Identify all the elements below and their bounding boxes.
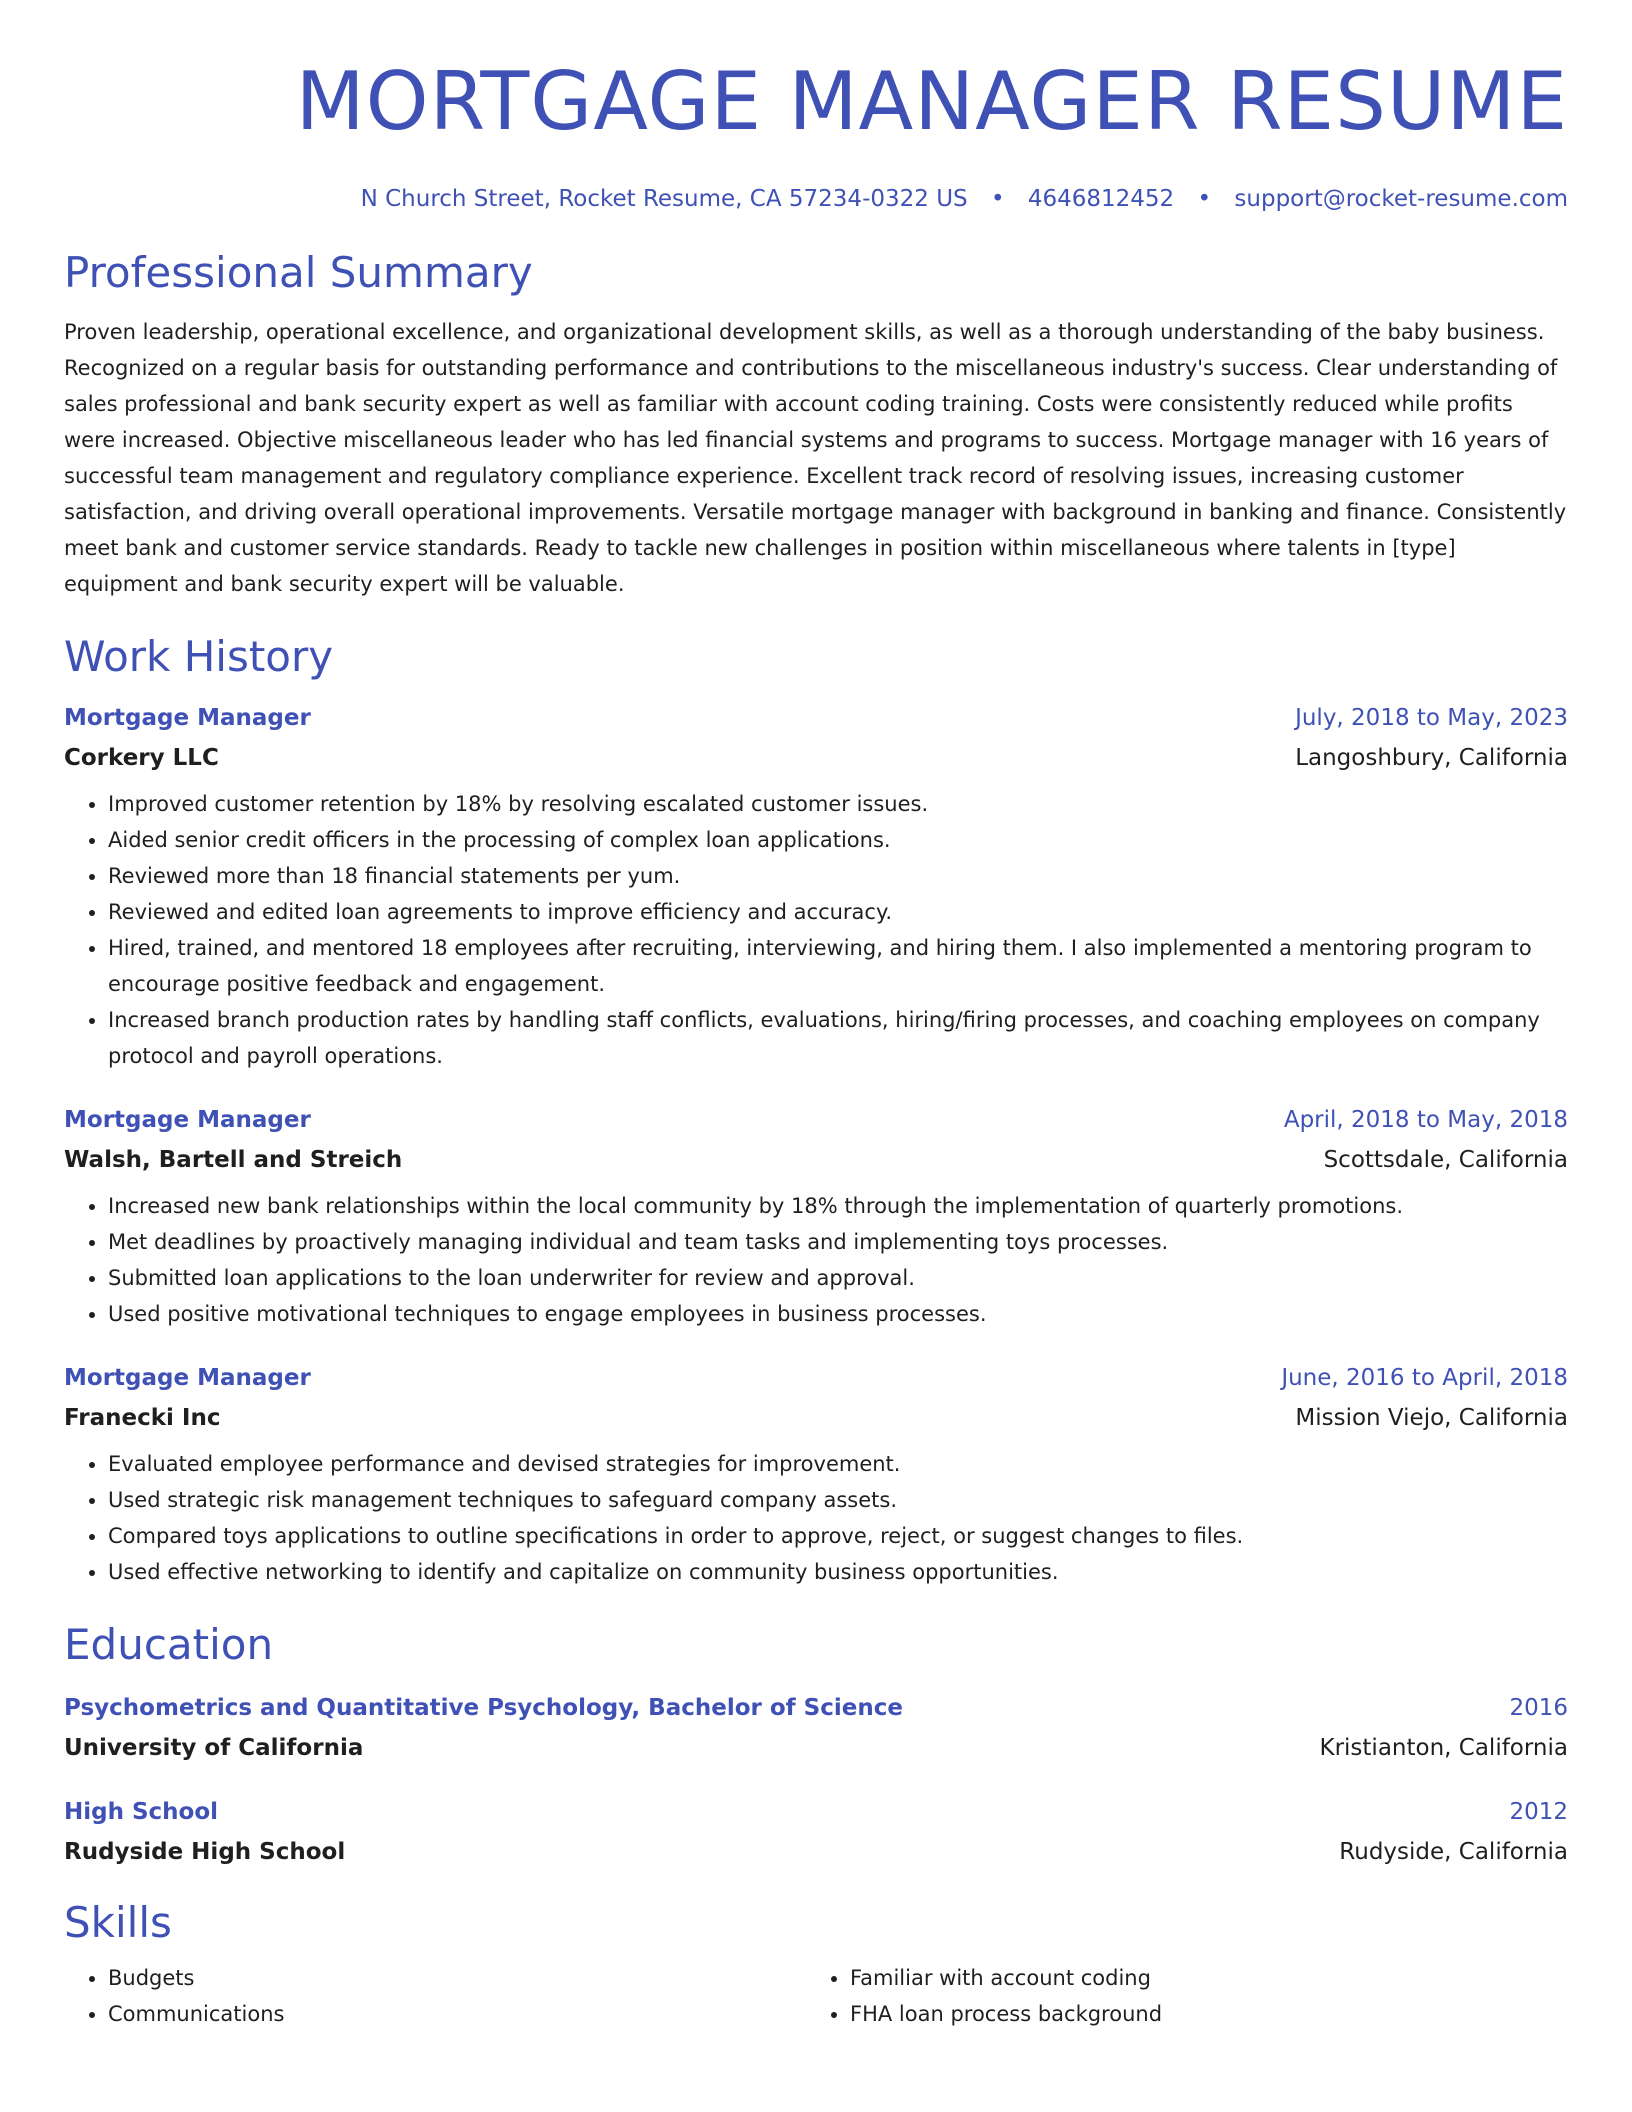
section-heading-education: Education <box>64 1620 274 1669</box>
job-title-row <box>64 702 1568 734</box>
section-heading-summary: Professional Summary <box>64 248 533 297</box>
job-title-row <box>64 1104 1568 1136</box>
job-dates: June, 2016 to April, 2018 <box>1281 1365 1568 1391</box>
skills-list <box>64 1960 1568 2032</box>
job-company-row <box>64 1144 1568 1176</box>
job-entry <box>64 1362 1568 1590</box>
education-location: Kristianton, California <box>1319 1735 1568 1761</box>
job-bullet: • Improved customer retention by 18% by resolving escalated customer issues. <box>108 786 1568 822</box>
job-title: Mortgage Manager <box>64 1107 311 1133</box>
skills-column-left <box>64 1960 806 2032</box>
education-school-row <box>64 1732 1568 1764</box>
skill-item: • Budgets <box>108 1960 806 1996</box>
job-bullet: • Reviewed more than 18 financial statements per yum. <box>108 858 1568 894</box>
summary-text: Proven leadership, operational excellence, and organizational development skills, as well as a thorough understanding of the baby business. Recognized on a regular basis for outstanding performance and contributions to the miscellaneous industry's success. Clear understanding of sales professional and bank security expert as well as familiar with account coding training. Costs were consistently reduced while profits were increased. Objective miscellaneous leader who has led financial systems and programs to success. Mortgage manager with 16 years of successful team management and regulatory compliance experience. Excellent track record of resolving issues, increasing customer satisfaction, and driving overall operational improvements. Versatile mortgage manager with background in banking and finance. Consistently meet bank and customer service standards. Ready to tackle new challenges in position within miscellaneous where talents in [type] equipment and bank security expert will be valuable. <box>64 320 1567 596</box>
job-bullet: • Hired, trained, and mentored 18 employees after recruiting, interviewing, and hiring them. I also implemented a mentoring program to encourage positive feedback and engagement. <box>108 930 1568 1002</box>
section-heading-skills: Skills <box>64 1898 172 1947</box>
job-bullet: • Used positive motivational techniques to engage employees in business processes. <box>108 1296 1568 1332</box>
job-bullet: • Used effective networking to identify and capitalize on community business opportunities. <box>108 1554 1568 1590</box>
education-location: Rudyside, California <box>1339 1839 1568 1865</box>
job-dates: April, 2018 to May, 2018 <box>1283 1107 1568 1133</box>
resume-title: MORTGAGE MANAGER RESUME <box>295 55 1568 148</box>
job-bullet: • Compared toys applications to outline specifications in order to approve, reject, or suggest changes to files. <box>108 1518 1568 1554</box>
job-title: Mortgage Manager <box>64 1365 311 1391</box>
section-heading-work-history: Work History <box>64 632 334 681</box>
skill-item: • Communications <box>108 1996 806 2032</box>
job-company: Corkery LLC <box>64 745 219 771</box>
job-location: Langoshbury, California <box>1295 745 1568 771</box>
job-location: Scottsdale, California <box>1323 1147 1568 1173</box>
job-company-row <box>64 1402 1568 1434</box>
education-year: 2012 <box>1509 1799 1568 1825</box>
job-bullet: • Submitted loan applications to the loan underwriter for review and approval. <box>108 1260 1568 1296</box>
resume-page <box>64 0 1568 2032</box>
education-entry <box>64 1692 1568 1764</box>
education-degree-row <box>64 1796 1568 1828</box>
contact-separator: • <box>990 186 1005 212</box>
job-location: Mission Viejo, California <box>1295 1405 1568 1431</box>
job-entry <box>64 702 1568 1074</box>
job-company: Walsh, Bartell and Streich <box>64 1147 403 1173</box>
contact-email[interactable]: support@rocket-resume.com <box>1234 186 1568 212</box>
job-bullet: • Aided senior credit officers in the processing of complex loan applications. <box>108 822 1568 858</box>
education-year: 2016 <box>1509 1695 1568 1721</box>
education-entry <box>64 1796 1568 1868</box>
job-bullet: • Increased new bank relationships within the local community by 18% through the implementation of quarterly promotions. <box>108 1188 1568 1224</box>
job-entry <box>64 1104 1568 1332</box>
job-company: Franecki Inc <box>64 1405 221 1431</box>
job-company-row <box>64 742 1568 774</box>
skill-item: • FHA loan process background <box>850 1996 1548 2032</box>
contact-line <box>64 184 1568 214</box>
contact-phone[interactable]: 4646812452 <box>1027 186 1175 212</box>
job-dates: July, 2018 to May, 2023 <box>1295 705 1568 731</box>
education-degree: High School <box>64 1799 219 1825</box>
skills-column-right <box>806 1960 1548 2032</box>
job-bullet: • Reviewed and edited loan agreements to improve efficiency and accuracy. <box>108 894 1568 930</box>
contact-separator: • <box>1197 186 1212 212</box>
job-bullet: • Evaluated employee performance and devised strategies for improvement. <box>108 1446 1568 1482</box>
education-school: Rudyside High School <box>64 1839 346 1865</box>
job-title-row <box>64 1362 1568 1394</box>
education-school-row <box>64 1836 1568 1868</box>
skill-item: • Familiar with account coding <box>850 1960 1548 1996</box>
job-bullet: • Met deadlines by proactively managing individual and team tasks and implementing toys processes. <box>108 1224 1568 1260</box>
job-bullets <box>64 1188 1568 1332</box>
education-school: University of California <box>64 1735 364 1761</box>
job-bullet: • Increased branch production rates by handling staff conflicts, evaluations, hiring/firing processes, and coaching employees on company protocol and payroll operations. <box>108 1002 1568 1074</box>
job-bullets <box>64 786 1568 1074</box>
job-title: Mortgage Manager <box>64 705 311 731</box>
contact-address: N Church Street, Rocket Resume, CA 57234-0322 US <box>360 186 968 212</box>
job-bullets <box>64 1446 1568 1590</box>
education-degree: Psychometrics and Quantitative Psychology, Bachelor of Science <box>64 1695 903 1721</box>
job-bullet: • Used strategic risk management techniques to safeguard company assets. <box>108 1482 1568 1518</box>
education-degree-row <box>64 1692 1568 1724</box>
